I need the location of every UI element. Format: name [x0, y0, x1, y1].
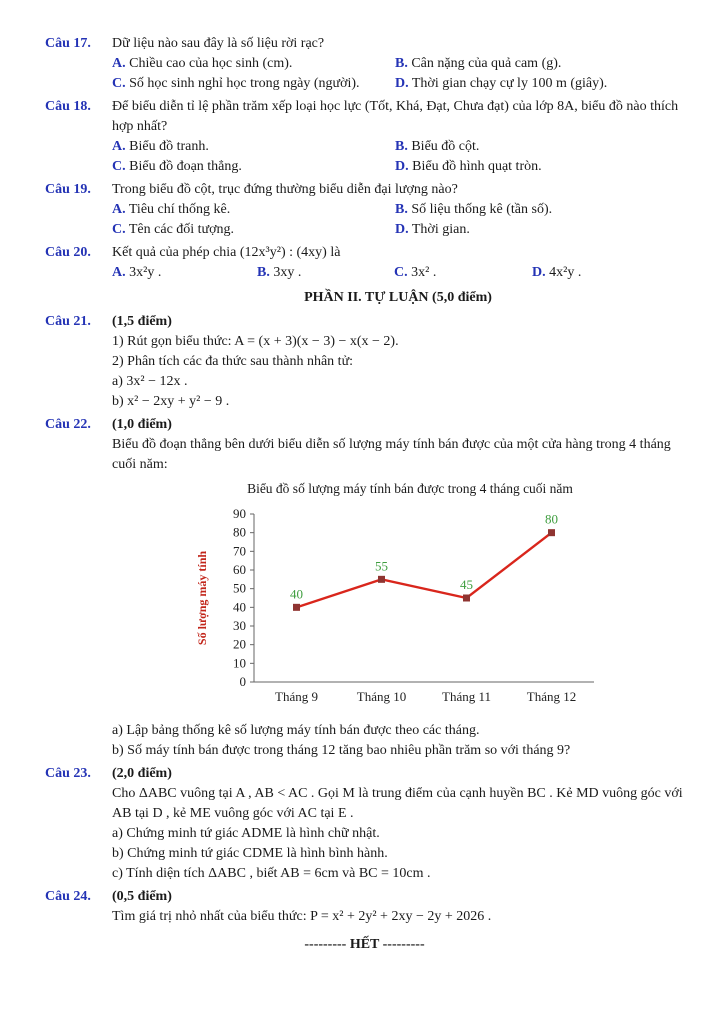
y-axis-label: Số lượng máy tính [195, 550, 209, 646]
task-line: a) Lập bảng thống kê số lượng máy tính bán được theo các tháng. [112, 723, 480, 738]
question-body [112, 180, 684, 240]
question-body [112, 415, 684, 761]
svg-text:Tháng 11: Tháng 11 [442, 689, 491, 704]
line-chart [190, 479, 684, 719]
question-body [112, 764, 684, 884]
option-letter: B. [395, 139, 408, 154]
chart-title: Biểu đồ số lượng máy tính bán được trong 4 tháng cuối năm [247, 481, 573, 496]
question-number: Câu 23. [45, 766, 91, 781]
option-text: 3xy . [273, 265, 302, 280]
question-number: Câu 24. [45, 889, 91, 904]
question-points: (0,5 điểm) [112, 889, 172, 904]
chart-plot-area [190, 500, 684, 719]
option-letter: B. [395, 202, 408, 217]
svg-text:80: 80 [233, 524, 246, 540]
option-c [112, 220, 395, 240]
svg-text:Tháng 10: Tháng 10 [356, 689, 407, 704]
option-d [532, 263, 684, 283]
option-a [112, 200, 395, 220]
question-18 [45, 97, 684, 177]
question-number: Câu 18. [45, 99, 91, 114]
option-text: 4x²y . [549, 265, 582, 280]
question-number: Câu 19. [45, 182, 91, 197]
svg-text:Tháng 9: Tháng 9 [275, 689, 318, 704]
task-line: a) Chứng minh tứ giác ADME là hình chữ nhật. [112, 826, 380, 841]
option-text: Cân nặng của quả cam (g). [411, 56, 562, 71]
svg-text:40: 40 [233, 599, 246, 615]
task-line: b) Chứng minh tứ giác CDME là hình bình hành. [112, 846, 388, 861]
svg-text:80: 80 [545, 511, 558, 527]
option-d [395, 74, 684, 94]
task-line: 1) Rút gọn biểu thức: A = (x + 3)(x − 3) − x(x − 2). [112, 334, 399, 349]
question-21 [45, 312, 684, 412]
svg-text:50: 50 [233, 580, 246, 596]
option-text: Chiều cao của học sinh (cm). [129, 56, 293, 71]
option-a [112, 54, 395, 74]
option-letter: C. [112, 159, 126, 174]
option-letter: B. [395, 56, 408, 71]
option-letter: C. [394, 265, 408, 280]
question-number: Câu 20. [45, 245, 91, 260]
option-letter: D. [532, 265, 546, 280]
question-number: Câu 22. [45, 417, 91, 432]
question-stem: Trong biểu đồ cột, trục đứng thường biểu diễn đại lượng nào? [112, 182, 458, 197]
option-c [112, 157, 395, 177]
option-text: Biểu đồ tranh. [129, 139, 209, 154]
option-text: Biểu đồ đoạn thẳng. [129, 159, 242, 174]
answer-options [112, 200, 684, 240]
option-d [395, 157, 684, 177]
answer-options [112, 137, 684, 177]
option-text: Tiêu chí thống kê. [128, 202, 231, 217]
option-letter: A. [112, 202, 126, 217]
option-letter: B. [257, 265, 270, 280]
option-b [395, 137, 684, 157]
svg-text:45: 45 [460, 577, 473, 592]
task-line: a) 3x² − 12x . [112, 374, 188, 389]
option-letter: D. [395, 76, 409, 91]
question-points: (1,5 điểm) [112, 314, 172, 329]
option-letter: A. [112, 139, 126, 154]
svg-text:90: 90 [233, 506, 246, 521]
answer-options [112, 263, 684, 283]
question-22 [45, 415, 684, 761]
question-points: (1,0 điểm) [112, 417, 172, 432]
option-letter: C. [112, 76, 126, 91]
option-text: 3x² . [411, 265, 437, 280]
task-line: Cho ΔABC vuông tại A , AB < AC . Gọi M là trung điểm của cạnh huyền BC . Kẻ MD vuông góc với AB tại D , kẻ ME vuông góc với AC tại E . [112, 786, 683, 821]
option-text: 3x²y . [129, 265, 162, 280]
option-text: Số liệu thống kê (tần số). [411, 202, 553, 217]
question-stem: Dữ liệu nào sau đây là số liệu rời rạc? [112, 36, 325, 51]
svg-text:20: 20 [233, 636, 246, 652]
option-a [112, 263, 257, 283]
svg-text:55: 55 [375, 558, 388, 574]
question-body [112, 243, 684, 283]
task-line: c) Tính diện tích ΔABC , biết AB = 6cm và BC = 10cm . [112, 866, 431, 881]
question-number: Câu 17. [45, 36, 91, 51]
svg-text:40: 40 [290, 586, 303, 602]
task-line: Tìm giá trị nhỏ nhất của biểu thức: P = x² + 2y² + 2xy − 2y + 2026 . [112, 909, 492, 924]
question-19 [45, 180, 684, 240]
svg-text:30: 30 [233, 618, 246, 633]
svg-text:Tháng 12: Tháng 12 [526, 689, 577, 704]
svg-text:10: 10 [233, 655, 246, 671]
section-2-header: PHẦN II. TỰ LUẬN (5,0 điểm) [304, 290, 492, 305]
option-text: Biểu đồ cột. [411, 139, 480, 154]
question-17 [45, 34, 684, 94]
question-stem: Kết quả của phép chia (12x³y²) : (4xy) là [112, 245, 341, 260]
option-b [395, 200, 684, 220]
option-letter: C. [112, 222, 126, 237]
option-c [394, 263, 532, 283]
option-letter: A. [112, 56, 126, 71]
task-line: b) Số máy tính bán được trong tháng 12 tăng bao nhiêu phần trăm so với tháng 9? [112, 743, 571, 758]
option-text: Số học sinh nghỉ học trong ngày (người). [129, 76, 360, 91]
task-line: Biểu đồ đoạn thẳng bên dưới biểu diễn số lượng máy tính bán được của một cửa hàng trong 4 tháng cuối năm: [112, 437, 671, 472]
option-b [395, 54, 684, 74]
option-letter: A. [112, 265, 126, 280]
question-24 [45, 887, 684, 927]
option-letter: D. [395, 159, 409, 174]
question-points: (2,0 điểm) [112, 766, 172, 781]
option-text: Thời gian chạy cự ly 100 m (giây). [411, 76, 608, 91]
question-23 [45, 764, 684, 884]
option-d [395, 220, 684, 240]
question-body [112, 34, 684, 94]
option-letter: D. [395, 222, 409, 237]
option-a [112, 137, 395, 157]
question-20 [45, 243, 684, 283]
svg-text:0: 0 [239, 674, 246, 689]
question-number: Câu 21. [45, 314, 91, 329]
end-marker: --------- HẾT --------- [304, 937, 425, 952]
svg-text:60: 60 [233, 562, 246, 577]
question-body [112, 887, 684, 927]
chart-svg [190, 500, 630, 712]
task-line: b) x² − 2xy + y² − 9 . [112, 394, 230, 409]
option-text: Biểu đồ hình quạt tròn. [412, 159, 542, 174]
option-c [112, 74, 395, 94]
option-b [257, 263, 394, 283]
question-body [112, 312, 684, 412]
option-text: Thời gian. [411, 222, 470, 237]
question-stem: Để biểu diễn tỉ lệ phần trăm xếp loại học lực (Tốt, Khá, Đạt, Chưa đạt) của lớp 8A, biểu đồ nào thích hợp nhất? [112, 99, 679, 134]
answer-options [112, 54, 684, 94]
svg-text:70: 70 [233, 543, 246, 559]
option-text: Tên các đối tượng. [128, 222, 235, 237]
task-line: 2) Phân tích các đa thức sau thành nhân tử: [112, 354, 354, 369]
question-body [112, 97, 684, 177]
